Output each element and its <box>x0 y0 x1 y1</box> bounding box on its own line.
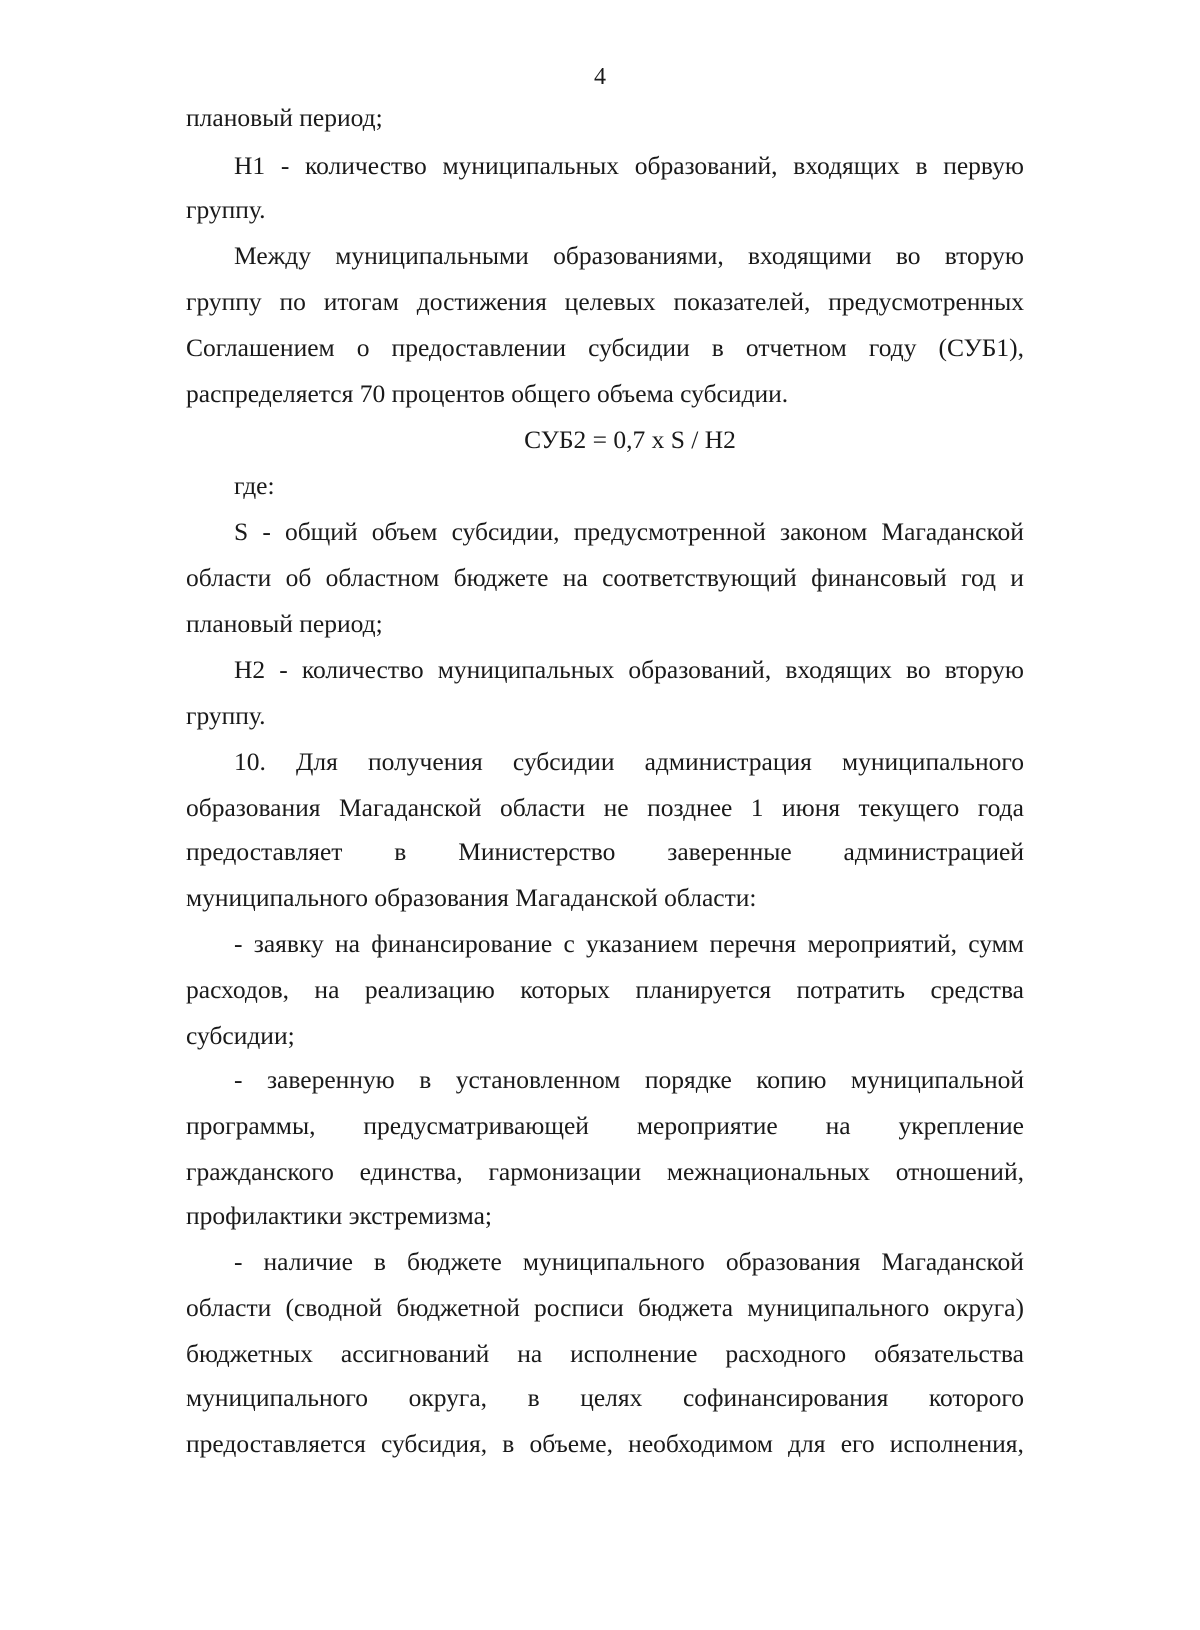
text-line: Н2 - количество муниципальных образований, входящих во вторую <box>234 655 1024 684</box>
text-line: 10. Для получения субсидии администрация муниципального <box>234 747 1024 776</box>
text-line: программы, предусматривающей мероприятие на укрепление <box>186 1111 1024 1140</box>
text-line: предоставляет в Министерство заверенные администрацией <box>186 837 1024 866</box>
text-line: образования Магаданской области не позднее 1 июня текущего года <box>186 793 1024 822</box>
text-line: плановый период; <box>186 103 383 132</box>
text-line: субсидии; <box>186 1021 295 1050</box>
text-line: где: <box>234 471 275 500</box>
text-line: муниципального округа, в целях софинансирования которого <box>186 1383 1024 1412</box>
text-line: плановый период; <box>186 609 383 638</box>
page-number: 4 <box>594 64 606 90</box>
text-line: муниципального образования Магаданской области: <box>186 883 757 912</box>
text-line: группу по итогам достижения целевых показателей, предусмотренных <box>186 287 1024 316</box>
text-line: области (сводной бюджетной росписи бюджета муниципального округа) <box>186 1293 1024 1322</box>
text-line: расходов, на реализацию которых планируется потратить средства <box>186 975 1024 1004</box>
text-line: группу. <box>186 195 266 224</box>
text-line: группу. <box>186 701 266 730</box>
formula: СУБ2 = 0,7 x S / Н2 <box>524 425 736 454</box>
text-line: гражданского единства, гармонизации межнациональных отношений, <box>186 1157 1024 1186</box>
text-line: Соглашением о предоставлении субсидии в отчетном году (СУБ1), <box>186 333 1024 362</box>
text-line: - наличие в бюджете муниципального образования Магаданской <box>234 1247 1024 1276</box>
text-line: - заверенную в установленном порядке копию муниципальной <box>234 1065 1024 1094</box>
text-line: области об областном бюджете на соответствующий финансовый год и <box>186 563 1024 592</box>
text-line: S - общий объем субсидии, предусмотренной законом Магаданской <box>234 517 1024 546</box>
text-line: - заявку на финансирование с указанием перечня мероприятий, сумм <box>234 929 1024 958</box>
text-line: профилактики экстремизма; <box>186 1201 493 1230</box>
text-line: распределяется 70 процентов общего объема субсидии. <box>186 379 789 408</box>
text-line: Между муниципальными образованиями, входящими во вторую <box>234 241 1024 270</box>
text-line: предоставляется субсидия, в объеме, необходимом для его исполнения, <box>186 1429 1024 1458</box>
text-line: бюджетных ассигнований на исполнение расходного обязательства <box>186 1339 1024 1368</box>
text-line: Н1 - количество муниципальных образований, входящих в первую <box>234 151 1024 180</box>
